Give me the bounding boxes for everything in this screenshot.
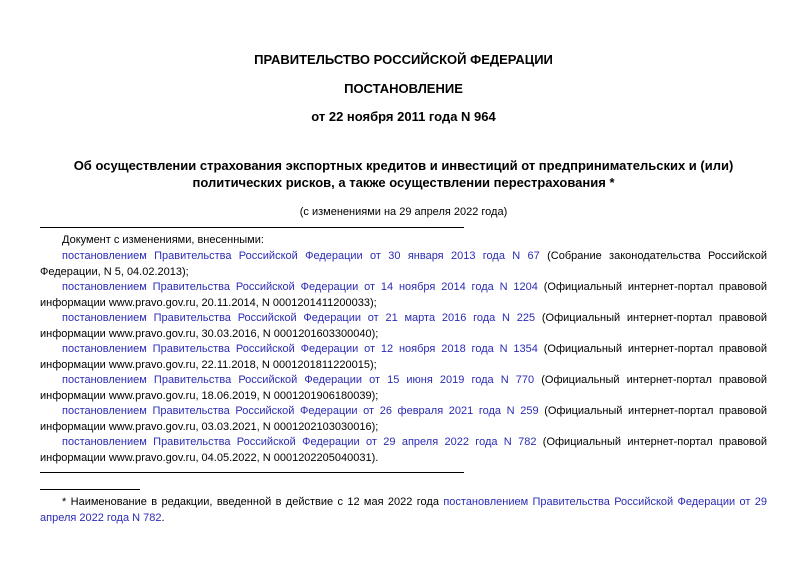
footnote-end: . xyxy=(161,512,165,524)
change-source-3: (Официальный интернет-портал правовой информации www.pravo.gov.ru, 30.03.2016, N 0001201603300040); xyxy=(40,312,767,340)
change-source-1: (Собрание законодательства Российской Федерации, N 5, 04.02.2013); xyxy=(40,250,767,278)
document-date-number: от 22 ноября 2011 года N 964 xyxy=(311,109,496,124)
change-entry-1 xyxy=(40,249,767,280)
change-source-5: (Официальный интернет-портал правовой информации www.pravo.gov.ru, 18.06.2019, N 0001201906180039); xyxy=(40,374,767,402)
footnote-text: * Наименование в редакции, введенной в действие с 12 мая 2022 года xyxy=(62,496,444,508)
footnote xyxy=(40,494,767,526)
change-link-2[interactable]: постановлением Правительства Российской Федерации от 14 ноября 2014 года N 1204 xyxy=(62,281,538,293)
change-entry-7 xyxy=(40,435,767,466)
change-link-4[interactable]: постановлением Правительства Российской Федерации от 12 ноября 2018 года N 1354 xyxy=(62,343,538,355)
divider-top xyxy=(40,227,464,228)
change-source-2: (Официальный интернет-портал правовой информации www.pravo.gov.ru, 20.11.2014, N 0001201411200033); xyxy=(40,281,767,309)
change-entry-2 xyxy=(40,280,767,311)
amendment-date: (с изменениями на 29 апреля 2022 года) xyxy=(299,206,508,218)
document-title: Об осуществлении страхования экспортных кредитов и инвестиций от предпринимательских и (или) политических рисков, а также осуществлении перестрахования * xyxy=(73,158,734,190)
change-source-6: (Официальный интернет-портал правовой информации www.pravo.gov.ru, 03.03.2021, N 0001202103030016); xyxy=(40,405,767,433)
footnote-link[interactable]: постановлением Правительства Российской Федерации от 29 апреля 2022 года N 782 xyxy=(40,496,768,524)
change-source-7: (Официальный интернет-портал правовой информации www.pravo.gov.ru, 04.05.2022, N 0001202205040031). xyxy=(40,436,768,464)
change-entry-5 xyxy=(40,373,767,404)
change-link-3[interactable]: постановлением Правительства Российской Федерации от 21 марта 2016 года N 225 xyxy=(62,312,536,324)
change-entry-6 xyxy=(40,404,767,435)
divider-bottom xyxy=(40,472,464,473)
document-type: ПОСТАНОВЛЕНИЕ xyxy=(344,81,463,96)
change-source-4: (Официальный интернет-портал правовой информации www.pravo.gov.ru, 22.11.2018, N 0001201811220015); xyxy=(40,343,767,371)
changes-intro: Документ с изменениями, внесенными: xyxy=(62,234,264,246)
change-link-1[interactable]: постановлением Правительства Российской Федерации от 30 января 2013 года N 67 xyxy=(62,250,540,262)
change-entry-3 xyxy=(40,311,767,342)
change-entry-4 xyxy=(40,342,767,373)
change-link-6[interactable]: постановлением Правительства Российской Федерации от 26 февраля 2021 года N 259 xyxy=(62,405,539,417)
change-link-7[interactable]: постановлением Правительства Российской Федерации от 29 апреля 2022 года N 782 xyxy=(62,436,537,448)
change-link-5[interactable]: постановлением Правительства Российской Федерации от 15 июня 2019 года N 770 xyxy=(62,374,535,386)
footnote-divider xyxy=(40,489,140,490)
issuing-authority: ПРАВИТЕЛЬСТВО РОССИЙСКОЙ ФЕДЕРАЦИИ xyxy=(254,52,553,67)
